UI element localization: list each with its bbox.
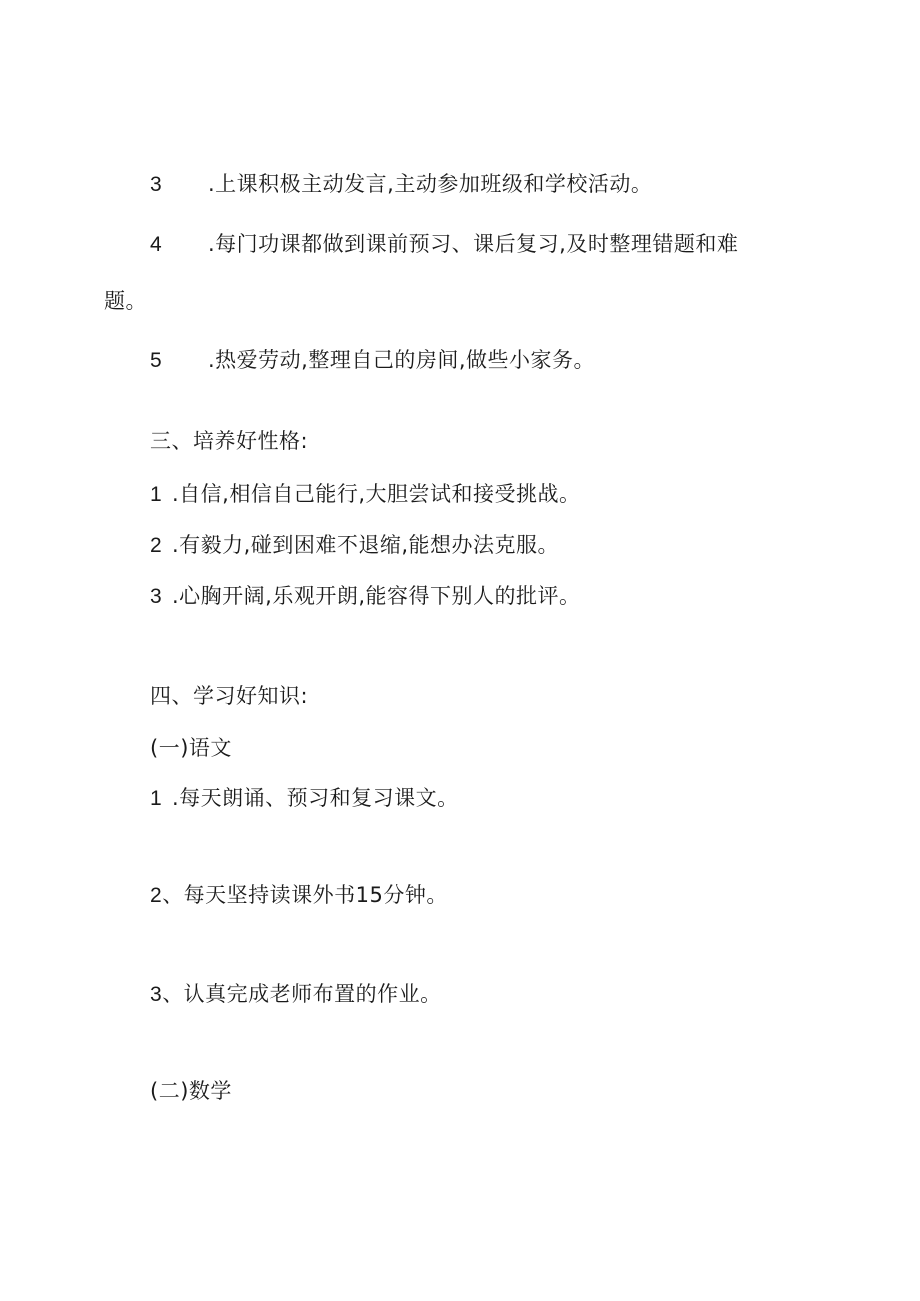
list-item — [150, 531, 559, 560]
list-item — [150, 346, 595, 375]
item-text: .每门功课都做到课前预习、课后复习,及时整理错题和难 — [208, 232, 739, 256]
item-text: .心胸开阔,乐观开朗,能容得下别人的批评。 — [172, 584, 581, 608]
item-text: .有毅力,碰到困难不退缩,能想办法克服。 — [172, 533, 560, 557]
item-text: .每天朗诵、预习和复习课文。 — [172, 786, 459, 810]
item-number: 1 — [150, 787, 163, 810]
subsection-heading: (一)语文 — [150, 736, 232, 760]
item-number: 5 — [150, 349, 163, 372]
list-item — [150, 980, 442, 1009]
list-item — [150, 230, 738, 259]
subsection-heading: (二)数学 — [150, 1079, 232, 1103]
item-number: 2 — [150, 884, 163, 907]
item-text: 题。 — [104, 289, 147, 313]
item-text: .上课积极主动发言,主动参加班级和学校活动。 — [208, 172, 653, 196]
item-text: 、认真完成老师布置的作业。 — [162, 982, 442, 1006]
item-text: 、每天坚持读课外书15分钟。 — [162, 883, 448, 907]
list-item — [150, 881, 448, 910]
item-number: 1 — [150, 483, 163, 506]
list-item-continuation — [104, 287, 147, 315]
item-number: 4 — [150, 233, 163, 256]
item-number: 3 — [150, 983, 163, 1006]
item-text: .热爱劳动,整理自己的房间,做些小家务。 — [208, 348, 596, 372]
list-item — [150, 582, 581, 611]
list-item — [150, 480, 581, 509]
item-number: 3 — [150, 585, 163, 608]
item-text: .自信,相信自己能行,大胆尝试和接受挑战。 — [172, 482, 581, 506]
item-number: 2 — [150, 534, 163, 557]
item-number: 3 — [150, 173, 163, 196]
list-item — [150, 784, 459, 813]
list-item — [150, 170, 652, 199]
section-heading: 四、学习好知识: — [150, 684, 309, 708]
section-heading: 三、培养好性格: — [150, 429, 309, 453]
